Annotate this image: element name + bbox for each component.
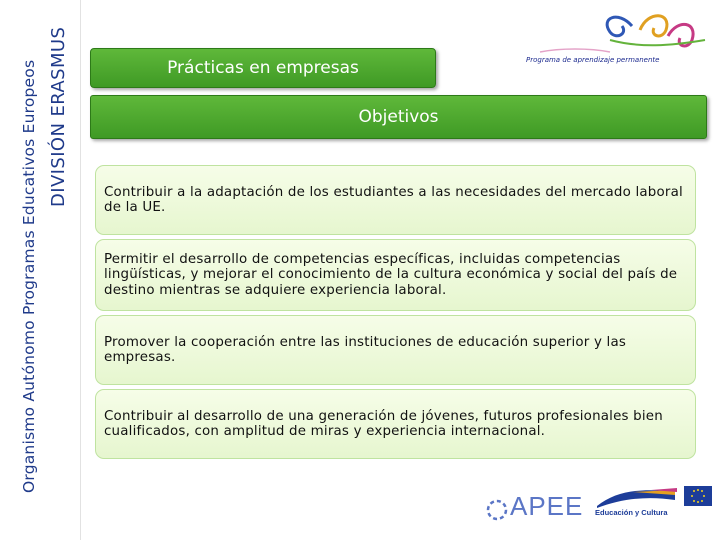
section-header <box>90 95 707 139</box>
objective-item <box>95 165 696 235</box>
apee-logo-text: APEE <box>510 491 584 521</box>
education-culture-text: Educación y Cultura <box>595 508 668 517</box>
education-culture-logo <box>593 486 683 530</box>
objective-text: Contribuir a la adaptación de los estudiantes a las necesidades del mercado laboral de la UE. <box>104 184 683 215</box>
swirl-logo-icon <box>500 0 720 80</box>
sidebar <box>0 0 81 540</box>
education-culture-icon <box>593 486 683 510</box>
organization-name: Organismo Autónomo Programas Educativos Europeos <box>20 59 38 493</box>
page-title <box>90 48 436 88</box>
eu-flag-icon <box>684 486 712 506</box>
objective-item <box>95 239 696 311</box>
lifelong-learning-logo <box>500 0 720 80</box>
section-header-text: Objetivos <box>358 107 439 127</box>
programme-caption: Programa de aprendizaje permanente <box>526 56 660 64</box>
objective-text: Contribuir al desarrollo de una generación de jóvenes, futuros profesionales bien cualificados, con amplitud de miras y experiencia internacional. <box>104 408 663 439</box>
apee-logo <box>485 490 585 530</box>
division-name: DIVISIÓN ERASMUS <box>48 26 69 207</box>
apee-circle-icon <box>485 498 509 528</box>
objective-text: Permitir el desarrollo de competencias específicas, incluidas competencias lingüísticas, y mejorar el conocimiento de la cultura económica y social del país de destino mientras se adquiere experiencia laboral. <box>104 251 678 298</box>
objective-text: Promover la cooperación entre las instituciones de educación superior y las empresas. <box>104 334 627 365</box>
objective-item <box>95 315 696 385</box>
page-title-text: Prácticas en empresas <box>167 58 359 78</box>
objective-item <box>95 389 696 459</box>
